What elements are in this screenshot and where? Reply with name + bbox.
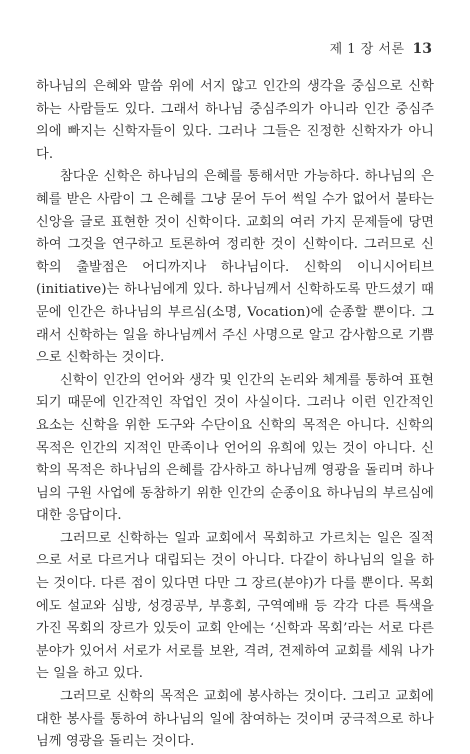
paragraph-4: 그러므로 신학하는 일과 교회에서 목회하고 가르치는 일은 질적으로 서로 다르거나 대립되는 것이 아니다. 다같이 하나님의 일을 하는 것이다. 다른 점이 있다면 다만 그 장르(분야)가 다를 뿐이다. 목회에도 설교와 심방, 성경공부, 부흥회, 구역예배 등 각각 다른 특색을 가진 목회의 장르가 있듯이 교회 안에는 ‘신학과 목회’라는 서로 다른 분야가 있어서 서로가 서로를 보완, 격려, 견제하여 교회를 세워 나가는 일을 하고 있다.	[36, 530, 434, 682]
running-header	[330, 38, 432, 57]
chapter-title: 제 1 장 서론	[329, 42, 405, 57]
body-text	[36, 76, 434, 754]
paragraph-3: 신학이 인간의 언어와 생각 및 인간의 논리와 체계를 통하여 표현되기 때문에 인간적인 작업인 것이 사실이다. 그러나 이런 인간적인 요소는 신학을 위한 도구와 수단이요 신학의 목적은 아니다. 신학의 목적은 인간의 지적인 만족이나 언어의 유희에 있는 것이 아니다. 신학의 목적은 하나님의 은혜를 감사하고 하나님께 영광을 돌리며 하나님의 구원 사업에 동참하기 위한 인간의 순종이요 하나님의 부르심에 대한 응답이다.	[36, 372, 434, 524]
paragraph-1: 하나님의 은혜와 말씀 위에 서지 않고 인간의 생각을 중심으로 신학하는 사람들도 있다. 그래서 하나님 중심주의가 아니라 인간 중심주의에 빠지는 신학자들이 있다. 그러나 그들은 진정한 신학자가 아니다.	[36, 79, 434, 162]
paragraph-2: 참다운 신학은 하나님의 은혜를 통해서만 가능하다. 하나님의 은혜를 받은 사람이 그 은혜를 그냥 묻어 두어 썩일 수가 없어서 불타는 신앙을 글로 표현한 것이 신학이다. 교회의 여러 가지 문제들에 당면하여 그것을 연구하고 토론하여 정리한 것이 신학이다. 그러므로 신학의 출발점은 어디까지나 하나님이다. 신학의 이니시어티브(initiative)는 하나님에게 있다. 하나님께서 신학하도록 만드셨기 때문에 인간은 하나님의 부르심(소명, Vocation)에 순종할 뿐이다. 그래서 신학하는 일을 하나님께서 주신 사명으로 알고 감사함으로 기쁨으로 신학하는 것이다.	[36, 169, 434, 366]
page-number: 13	[412, 41, 432, 57]
paragraph-5: 그러므로 신학의 목적은 교회에 봉사하는 것이다. 그리고 교회에 대한 봉사를 통하여 하나님의 일에 참여하는 것이며 궁극적으로 하나님께 영광을 돌리는 것이다.	[36, 689, 434, 750]
